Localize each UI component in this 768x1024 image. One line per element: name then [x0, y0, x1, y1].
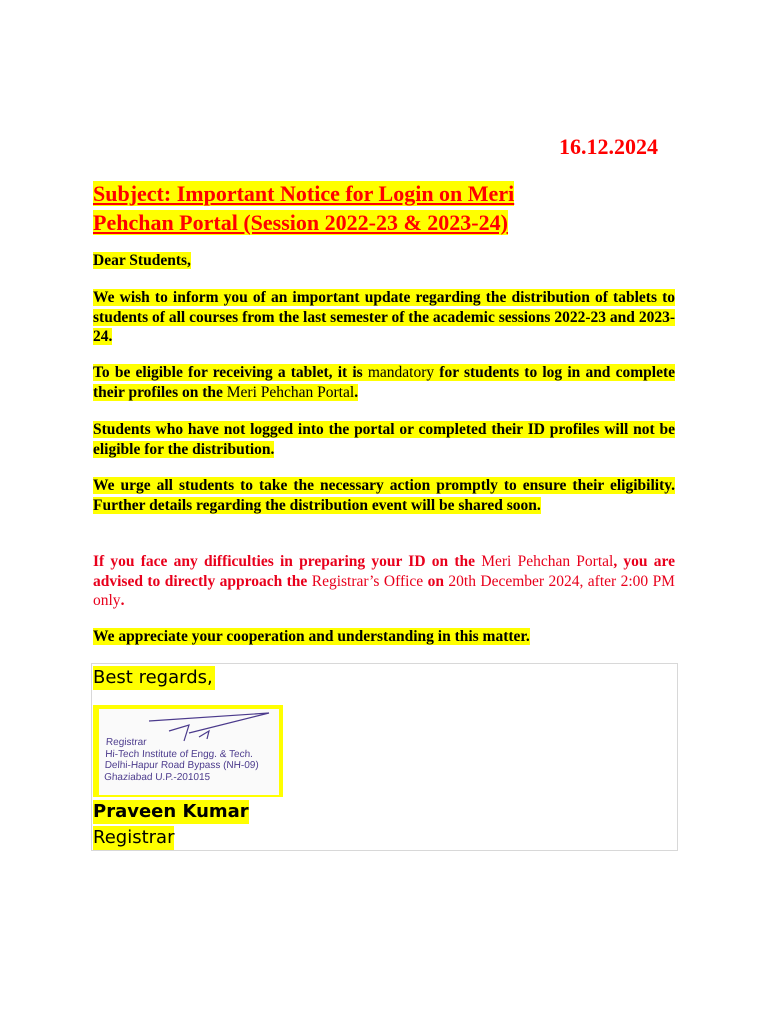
- stamp-line-3: Delhi-Hapur Road Bypass (NH-09): [104, 760, 259, 771]
- subject-line-1: Subject: Important Notice for Login on Meri: [93, 181, 515, 206]
- paragraph-urge-action: [93, 476, 675, 515]
- salutation-text: Dear Students,: [93, 252, 191, 269]
- paragraph-difficulties: If you face any difficulties in preparing your ID on the Meri Pehchan Portal, you are advised to directly approach the Registrar’s Office on 20th December 2024, after 2:00 PM only.: [93, 553, 675, 609]
- stamp-line-2: Hi-Tech Institute of Engg. & Tech.: [105, 748, 254, 760]
- stamp-line-4: Ghaziabad U.P.-201015: [103, 771, 211, 783]
- paragraph-appreciation: [93, 627, 675, 647]
- paragraph-2-text: To be eligible for receiving a tablet, it is mandatory for students to log in and complete their profiles on the Meri Pehchan Portal.: [93, 364, 675, 401]
- stamp-line-1: Registrar: [105, 737, 147, 748]
- registrar-stamp: [93, 705, 283, 797]
- signatory-name: Praveen Kumar: [93, 801, 249, 822]
- paragraph-3-text: Students who have not logged into the portal or completed their ID profiles will not be eligible for the distribution.: [93, 421, 675, 458]
- signatory-title: Registrar: [93, 827, 175, 848]
- paragraph-not-eligible: [93, 420, 675, 459]
- salutation: [93, 251, 675, 271]
- subject-line-2: Pehchan Portal (Session 2022-23 & 2023-24): [93, 210, 508, 235]
- paragraph-1-text: We wish to inform you of an important update regarding the distribution of tablets to students of all courses from the last semester of the academic sessions 2022-23 and 2023-24.: [93, 289, 675, 345]
- closing-text: Best regards,: [93, 667, 213, 688]
- notice-date: 16.12.2024: [559, 134, 658, 159]
- paragraph-tablet-distribution: [93, 288, 675, 347]
- paragraph-4-text: We urge all students to take the necessary action promptly to ensure their eligibility. Further details regarding the distribution event will be shared soon.: [93, 477, 675, 514]
- paragraph-eligibility: [93, 363, 675, 402]
- notice-subject: [93, 179, 653, 237]
- paragraph-6-text: We appreciate your cooperation and understanding in this matter.: [93, 628, 530, 645]
